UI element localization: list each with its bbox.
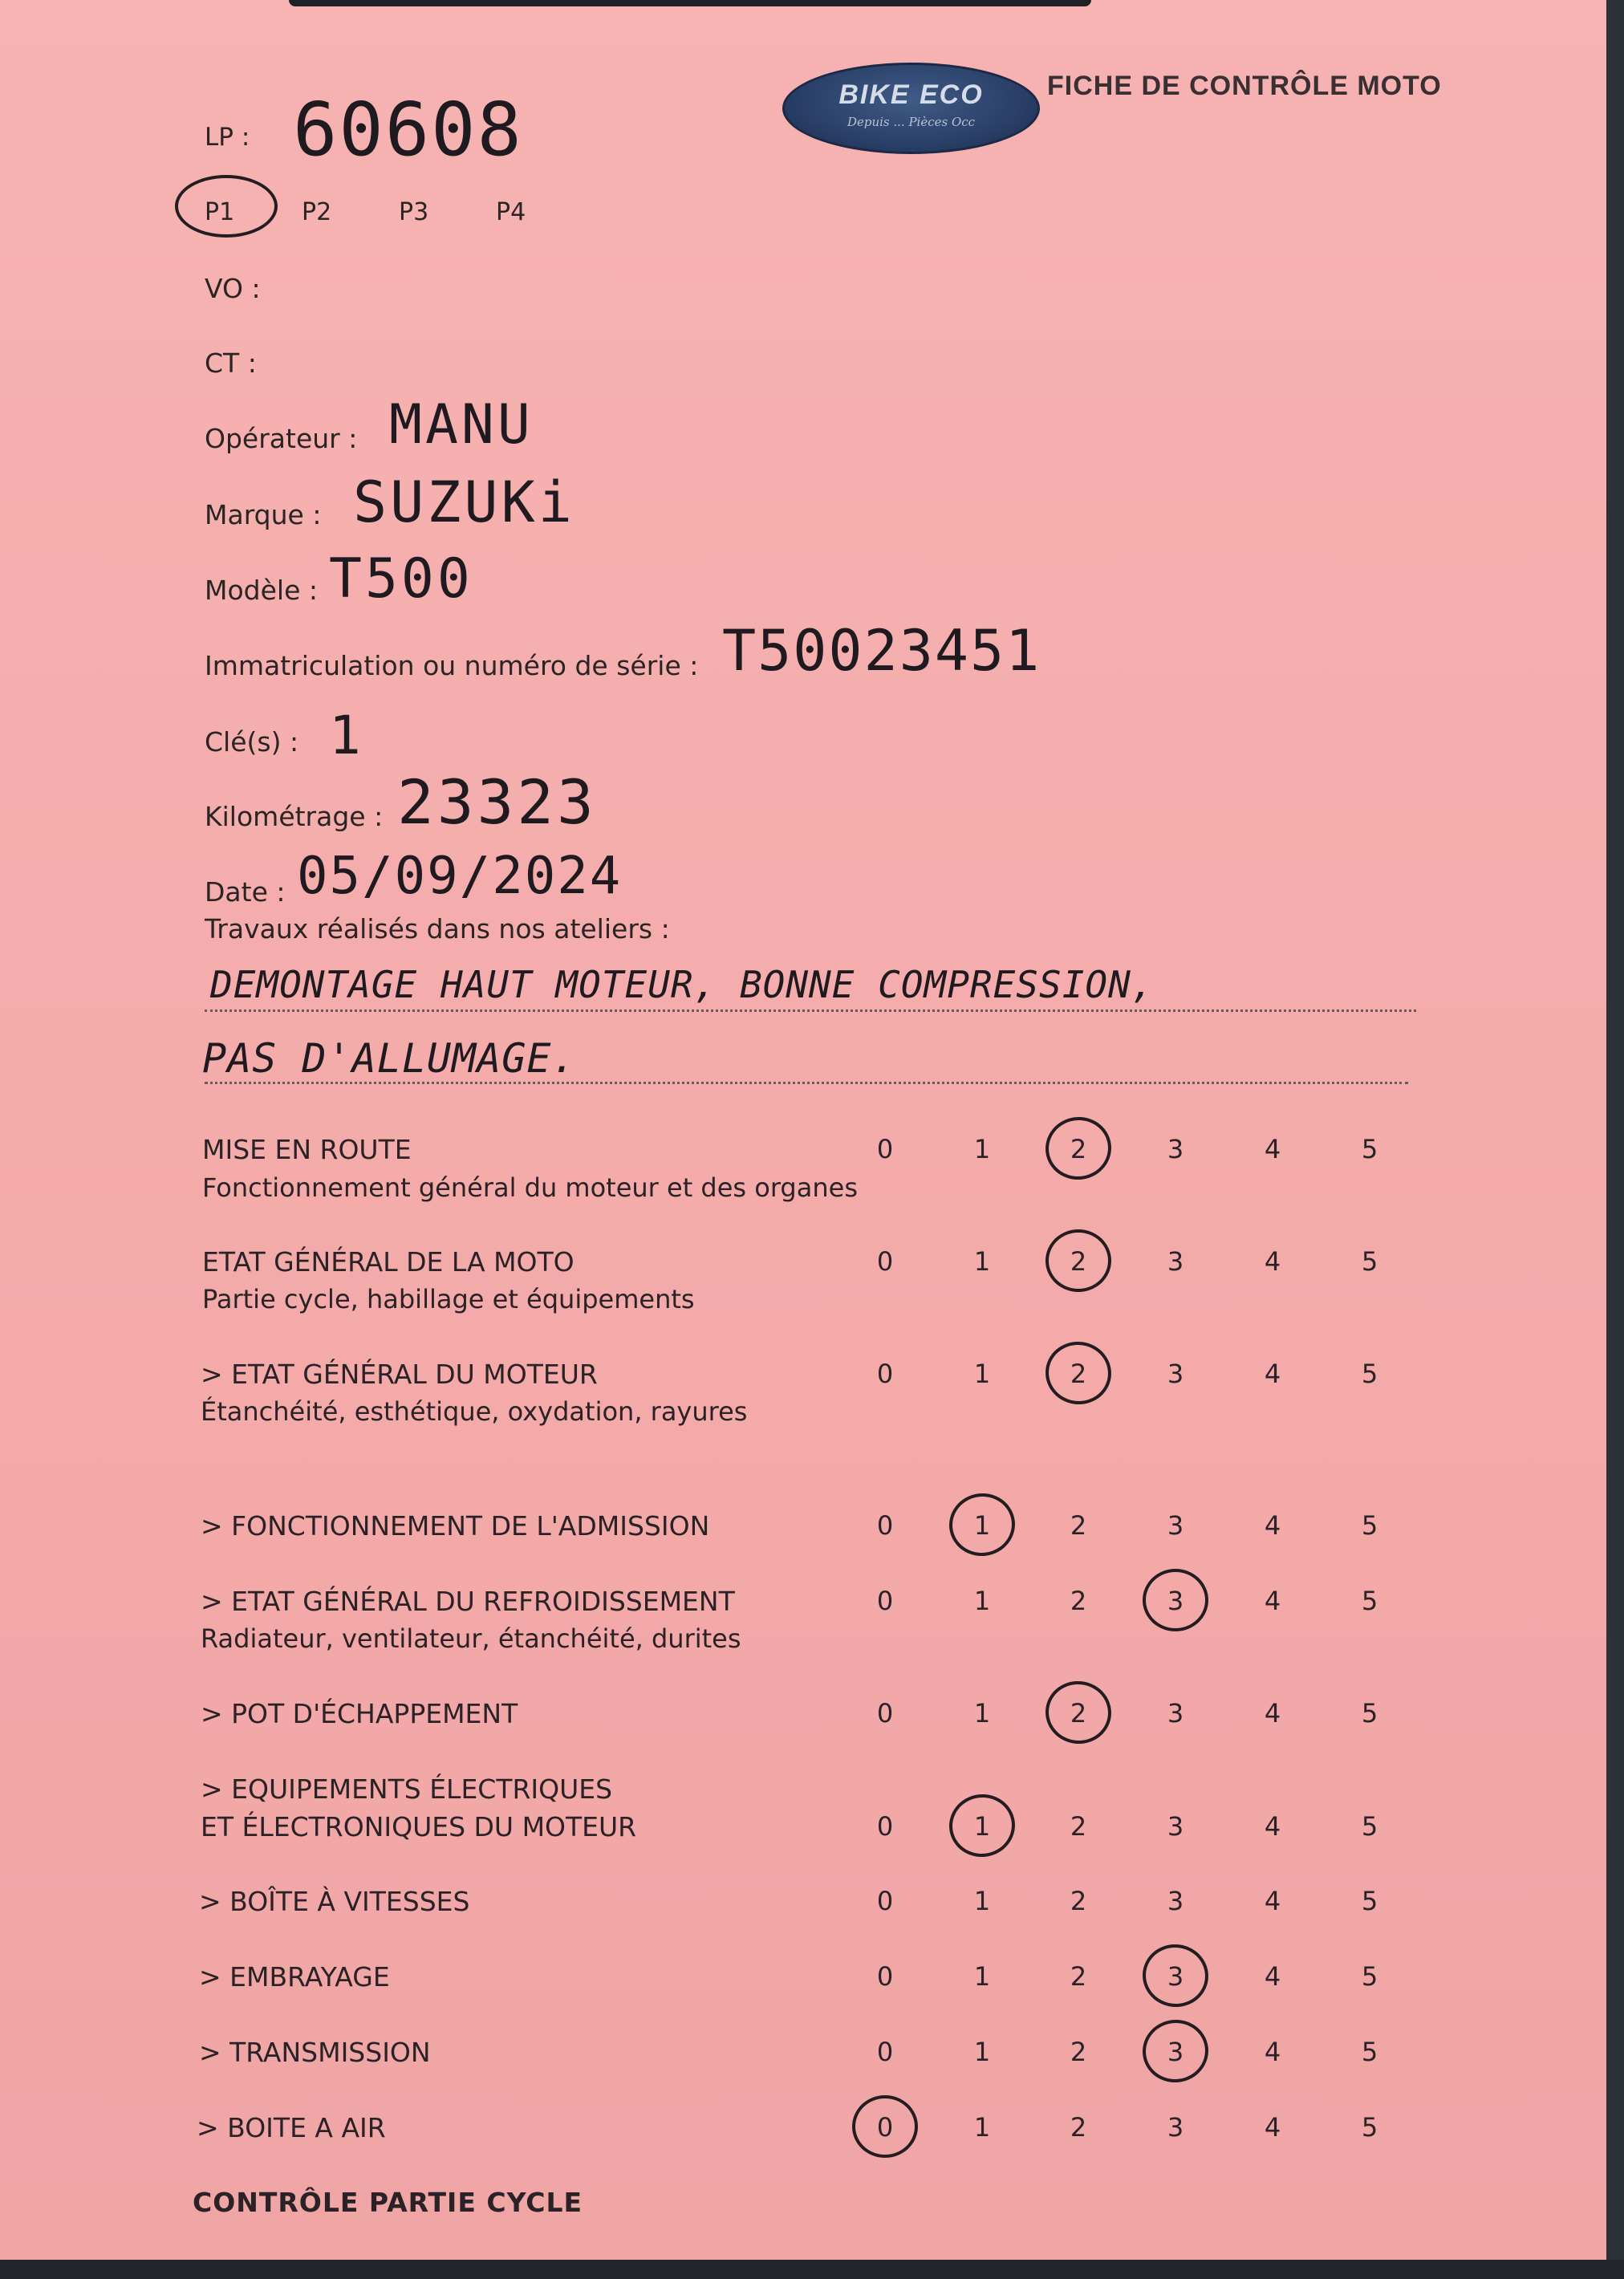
rating-option-4[interactable]: 4 — [1264, 1134, 1281, 1164]
rating-option-1[interactable]: 1 — [973, 1586, 991, 1616]
rating-option-1[interactable]: 1 — [973, 1510, 991, 1541]
clipboard-clip — [289, 0, 1091, 6]
rating-option-1[interactable]: 1 — [973, 1811, 991, 1842]
rating-option-1[interactable]: 1 — [973, 2037, 991, 2067]
rating-option-5[interactable]: 5 — [1361, 1811, 1378, 1842]
immatriculation-value[interactable]: T50023451 — [722, 618, 1041, 684]
rating-option-3[interactable]: 3 — [1167, 1811, 1184, 1842]
travaux-dotted-line-1 — [205, 1010, 1416, 1012]
rating-subtitle-etat-moto: Partie cycle, habillage et équipements — [202, 1284, 695, 1314]
rating-title-electrique: > EQUIPEMENTS ÉLECTRIQUES — [201, 1773, 613, 1805]
position-p3[interactable]: P3 — [399, 198, 429, 226]
rating-option-3[interactable]: 3 — [1167, 2112, 1184, 2143]
rating-title-echappement: > POT D'ÉCHAPPEMENT — [201, 1698, 518, 1729]
rating-title-boite-air: > BOITE A AIR — [197, 2112, 386, 2143]
rating-option-5[interactable]: 5 — [1361, 1886, 1378, 1916]
rating-option-4[interactable]: 4 — [1264, 1886, 1281, 1916]
rating-option-5[interactable]: 5 — [1361, 1698, 1378, 1729]
travaux-line-2[interactable]: PAS D'ALLUMAGE. — [202, 1035, 577, 1082]
rating-option-5[interactable]: 5 — [1361, 1134, 1378, 1164]
logo-text: BIKE ECO — [838, 79, 984, 110]
rating-option-5[interactable]: 5 — [1361, 1961, 1378, 1992]
rating-option-2[interactable]: 2 — [1070, 1811, 1087, 1842]
rating-subtitle-etat-moteur: Étanchéité, esthétique, oxydation, rayures — [201, 1396, 748, 1427]
vo-label: VO : — [205, 273, 261, 304]
rating-title-embrayage: > EMBRAYAGE — [199, 1961, 390, 1993]
rating-option-0[interactable]: 0 — [876, 1811, 894, 1842]
rating-option-3[interactable]: 3 — [1167, 1246, 1184, 1277]
operateur-label: Opérateur : — [205, 423, 358, 454]
rating-option-2[interactable]: 2 — [1070, 1961, 1087, 1992]
rating-option-1[interactable]: 1 — [973, 1961, 991, 1992]
cles-label: Clé(s) : — [205, 726, 299, 758]
rating-option-4[interactable]: 4 — [1264, 1961, 1281, 1992]
rating-option-1[interactable]: 1 — [973, 1134, 991, 1164]
rating-title-mise-en-route: MISE EN ROUTE — [202, 1134, 412, 1165]
rating-option-5[interactable]: 5 — [1361, 1246, 1378, 1277]
rating-option-5[interactable]: 5 — [1361, 1359, 1378, 1389]
position-p4[interactable]: P4 — [496, 198, 526, 226]
rating-option-1[interactable]: 1 — [973, 2112, 991, 2143]
rating-option-1[interactable]: 1 — [973, 1359, 991, 1389]
rating-option-0[interactable]: 0 — [876, 1586, 894, 1616]
rating-option-4[interactable]: 4 — [1264, 1586, 1281, 1616]
rating-option-3[interactable]: 3 — [1167, 1886, 1184, 1916]
rating-option-2[interactable]: 2 — [1070, 1586, 1087, 1616]
rating-option-2[interactable]: 2 — [1070, 2037, 1087, 2067]
rating-option-0[interactable]: 0 — [876, 1886, 894, 1916]
rating-option-3[interactable]: 3 — [1167, 1359, 1184, 1389]
rating-title-transmission: > TRANSMISSION — [199, 2037, 431, 2068]
modele-label: Modèle : — [205, 575, 318, 606]
rating-option-1[interactable]: 1 — [973, 1698, 991, 1729]
lp-label: LP : — [205, 123, 250, 152]
rating-option-2[interactable]: 2 — [1070, 1886, 1087, 1916]
rating-subtitle-electrique: ET ÉLECTRONIQUES DU MOTEUR — [201, 1811, 637, 1842]
rating-option-2[interactable]: 2 — [1070, 2112, 1087, 2143]
rating-option-2[interactable]: 2 — [1070, 1246, 1087, 1277]
rating-option-4[interactable]: 4 — [1264, 1811, 1281, 1842]
rating-option-2[interactable]: 2 — [1070, 1134, 1087, 1164]
travaux-label: Travaux réalisés dans nos ateliers : — [205, 913, 670, 945]
rating-option-4[interactable]: 4 — [1264, 1359, 1281, 1389]
rating-option-0[interactable]: 0 — [876, 1359, 894, 1389]
logo-tagline: Depuis ... Pièces Occ — [847, 115, 976, 129]
travaux-line-1[interactable]: DEMONTAGE HAUT MOTEUR, BONNE COMPRESSION, — [210, 963, 1155, 1006]
rating-option-3[interactable]: 3 — [1167, 1586, 1184, 1616]
position-p1[interactable]: P1 — [205, 198, 235, 226]
rating-option-3[interactable]: 3 — [1167, 1134, 1184, 1164]
marque-label: Marque : — [205, 499, 322, 530]
rating-option-3[interactable]: 3 — [1167, 2037, 1184, 2067]
bike-eco-logo — [782, 63, 1040, 154]
rating-option-2[interactable]: 2 — [1070, 1359, 1087, 1389]
rating-option-3[interactable]: 3 — [1167, 1510, 1184, 1541]
rating-subtitle-mise-en-route: Fonctionnement général du moteur et des organes — [202, 1172, 858, 1203]
sheet-title: FICHE DE CONTRÔLE MOTO — [1047, 71, 1442, 101]
rating-option-4[interactable]: 4 — [1264, 2037, 1281, 2067]
rating-option-5[interactable]: 5 — [1361, 2037, 1378, 2067]
rating-option-5[interactable]: 5 — [1361, 2112, 1378, 2143]
lp-value[interactable]: 60608 — [293, 87, 523, 173]
rating-option-1[interactable]: 1 — [973, 1886, 991, 1916]
section-title-partie-cycle: CONTRÔLE PARTIE CYCLE — [193, 2187, 583, 2218]
kilometrage-label: Kilométrage : — [205, 801, 384, 832]
rating-option-2[interactable]: 2 — [1070, 1510, 1087, 1541]
rating-title-admission: > FONCTIONNEMENT DE L'ADMISSION — [201, 1510, 710, 1542]
clipboard-edge-bottom — [0, 2260, 1624, 2279]
date-label: Date : — [205, 876, 286, 908]
rating-option-4[interactable]: 4 — [1264, 2112, 1281, 2143]
rating-option-4[interactable]: 4 — [1264, 1698, 1281, 1729]
rating-title-boite-vitesses: > BOÎTE À VITESSES — [199, 1886, 470, 1917]
rating-title-etat-moto: ETAT GÉNÉRAL DE LA MOTO — [202, 1246, 574, 1278]
operateur-value[interactable]: MANU — [389, 393, 534, 457]
rating-option-3[interactable]: 3 — [1167, 1961, 1184, 1992]
rating-option-0[interactable]: 0 — [876, 2037, 894, 2067]
rating-option-0[interactable]: 0 — [876, 1246, 894, 1277]
rating-option-0[interactable]: 0 — [876, 1698, 894, 1729]
ct-label: CT : — [205, 347, 257, 379]
rating-option-0[interactable]: 0 — [876, 2112, 894, 2143]
rating-subtitle-refroidissement: Radiateur, ventilateur, étanchéité, durites — [201, 1623, 741, 1654]
date-value[interactable]: 05/09/2024 — [297, 847, 623, 906]
rating-option-4[interactable]: 4 — [1264, 1510, 1281, 1541]
modele-value[interactable]: T500 — [329, 547, 473, 611]
kilometrage-value[interactable]: 23323 — [397, 766, 597, 838]
rating-option-4[interactable]: 4 — [1264, 1246, 1281, 1277]
rating-option-3[interactable]: 3 — [1167, 1698, 1184, 1729]
rating-option-1[interactable]: 1 — [973, 1246, 991, 1277]
rating-title-refroidissement: > ETAT GÉNÉRAL DU REFROIDISSEMENT — [201, 1586, 735, 1617]
position-p2[interactable]: P2 — [302, 198, 332, 226]
rating-option-0[interactable]: 0 — [876, 1961, 894, 1992]
rating-option-5[interactable]: 5 — [1361, 1510, 1378, 1541]
rating-option-0[interactable]: 0 — [876, 1510, 894, 1541]
rating-option-2[interactable]: 2 — [1070, 1698, 1087, 1729]
clipboard-edge-right — [1606, 0, 1624, 2279]
travaux-dotted-line-2 — [205, 1082, 1408, 1084]
cles-value[interactable]: 1 — [329, 705, 364, 766]
rating-option-5[interactable]: 5 — [1361, 1586, 1378, 1616]
immatriculation-label: Immatriculation ou numéro de série : — [205, 650, 699, 681]
rating-option-0[interactable]: 0 — [876, 1134, 894, 1164]
rating-title-etat-moteur: > ETAT GÉNÉRAL DU MOTEUR — [201, 1359, 598, 1390]
marque-value[interactable]: SUZUKi — [353, 469, 575, 535]
